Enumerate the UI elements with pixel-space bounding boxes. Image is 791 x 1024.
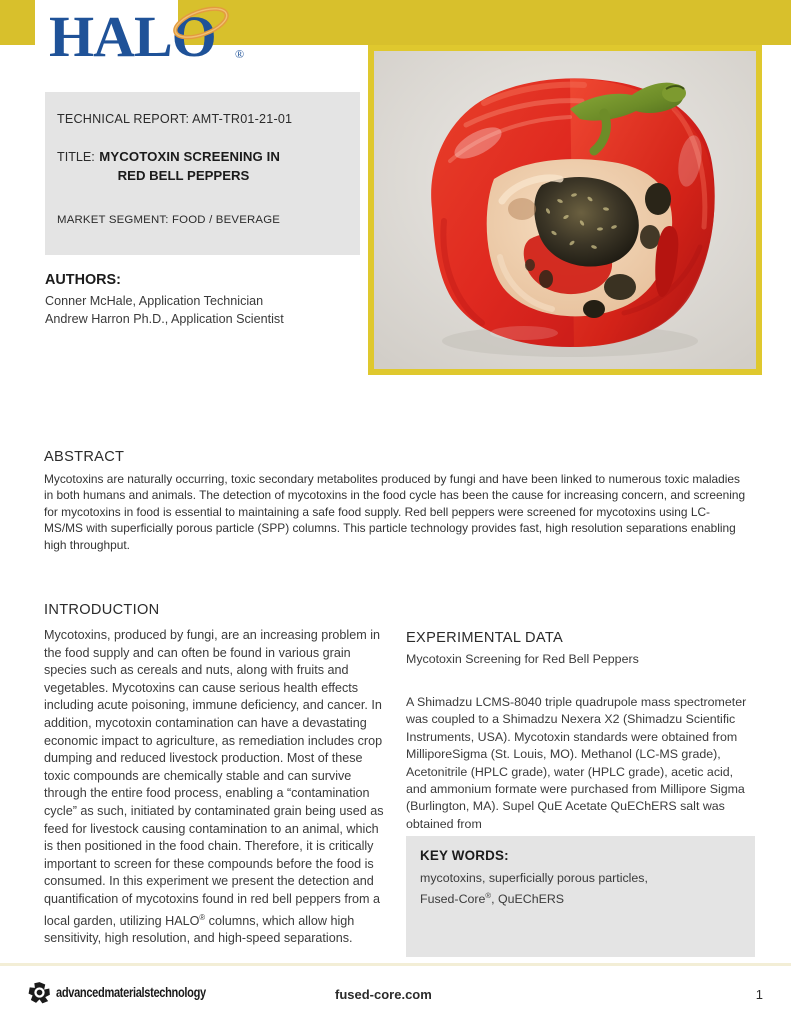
authors-section <box>45 272 375 328</box>
registered-trademark-icon: ® <box>199 912 206 922</box>
footer-website[interactable]: fused-core.com <box>335 987 432 1002</box>
abstract-text: Mycotoxins are naturally occurring, toxic secondary metabolites produced by fungi and have been linked to numerous toxic maladies in both humans and animals. The detection of mycotoxins in the food cycle has been the cause for increasing concern, and screening for mycotoxins in food is essential to maintaining a safe food supply. Red bell peppers were screened for mycotoxins using LC-MS/MS with superficially porous particle (SPP) columns. This particle technology provides fast, high resolution separations enabling high throughput. <box>44 472 746 552</box>
introduction-heading: INTRODUCTION <box>44 602 160 618</box>
author-1: Conner McHale, Application Technician <box>45 294 264 308</box>
keywords-box <box>406 836 755 957</box>
registered-trademark-icon: ® <box>485 891 492 900</box>
amt-footer-logo-text: advancedmaterialstechnology <box>56 985 206 1000</box>
footer-page-number: 1 <box>755 987 763 1002</box>
author-2: Andrew Harron Ph.D., Application Scientist <box>45 312 284 326</box>
experimental-heading: EXPERIMENTAL DATA <box>406 630 564 646</box>
experimental-text: A Shimadzu LCMS-8040 triple quadrupole mass spectrometer was coupled to a Shimadzu Nexera X2 (Shimadzu Scientific Instruments, USA). Mycotoxin standards were obtained from MilliporeSigma (St. Louis, MO). Methanol (LC-MS grade), Acetonitrile (HPLC grade), water (HPLC grade), acetic acid, and ammonium formate were purchased from Millipore Sigma (Burlington, MA). Supel QuE Acetate QuEChERS salt was obtained from <box>406 695 747 831</box>
keywords-line-2-pre: Fused-Core <box>420 892 486 907</box>
introduction-text-part-2: columns, which allow high sensitivity, high resolution, and high-speed separations. <box>44 913 355 946</box>
introduction-text-part-1: Mycotoxins, produced by fungi, are an increasing problem in the food supply and can often be found in various grain species such as cereals and nuts, along with fruits and vegetables. Mycotoxins can cause serious health effects including acute poisoning, immune deficiency, and cancer. In addition, mycotoxin contamination can have a devastating economic impact to agriculture, as remediation includes crop dumping and reduced livestock production. Most of these toxic compounds are chemically stable and can survive through the entire food process, enabling a “contamination cycle” as such, initiated by contaminated grain being used as feed for livestock causing contamination to an animal, which is then positioned in the food chain. Therefore, it is critically important to screen for these compounds before the food is consumed. In this experiment we present the detection and quantification of mycotoxins found in red bell peppers from a local garden, utilizing HALO <box>44 628 384 928</box>
footer-divider <box>0 963 791 966</box>
introduction-text <box>44 627 384 948</box>
header-band-left <box>0 0 35 45</box>
amt-footer-logo <box>28 981 239 1004</box>
report-info-box <box>45 92 360 255</box>
title-line-1: MYCOTOXIN SCREENING IN <box>99 149 280 164</box>
experimental-subheading: Mycotoxin Screening for Red Bell Peppers <box>406 652 639 666</box>
keywords-line-2-post: , QuEChERS <box>491 892 565 907</box>
pepper-photo-frame <box>368 45 762 375</box>
market-segment: MARKET SEGMENT: FOOD / BEVERAGE <box>57 214 281 226</box>
abstract-heading: ABSTRACT <box>44 449 125 465</box>
halo-logo <box>49 6 264 68</box>
header-band-right <box>178 0 791 45</box>
keywords-line-1: mycotoxins, superficially porous particles, <box>420 871 648 885</box>
svg-text:HALO: HALO <box>49 6 216 68</box>
pepper-photo <box>374 51 756 369</box>
pinwheel-hexagon-icon <box>28 981 51 1004</box>
title-line-2: RED BELL PEPPERS <box>117 168 250 183</box>
authors-heading: AUTHORS: <box>45 272 121 288</box>
report-number: TECHNICAL REPORT: AMT-TR01-21-01 <box>57 112 293 126</box>
report-title-block <box>57 148 348 183</box>
svg-text:®: ® <box>235 47 245 61</box>
title-label: TITLE: <box>57 150 95 164</box>
keywords-heading: KEY WORDS: <box>420 848 509 863</box>
keywords-text <box>420 870 740 908</box>
